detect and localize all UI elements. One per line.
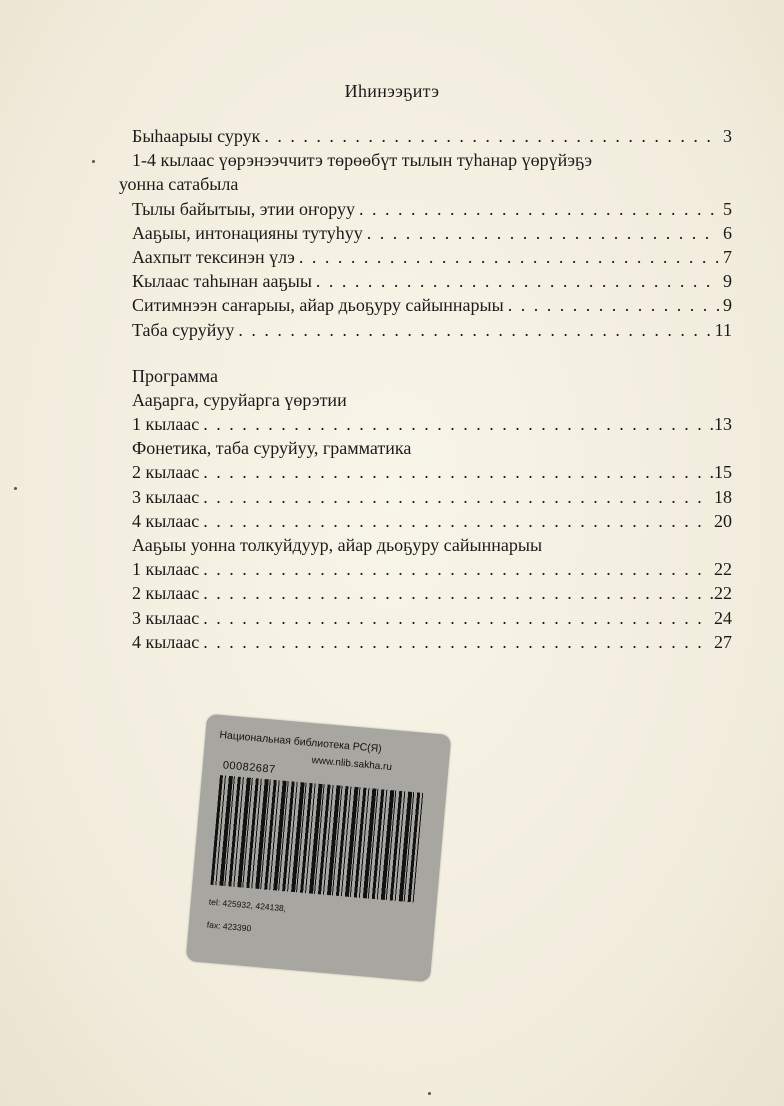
toc-entry-label: 3 кылаас [132, 607, 200, 628]
toc-entry-label: 4 кылаас [132, 631, 200, 652]
toc-entry-page: 9 [723, 271, 732, 292]
dot-leader [508, 293, 719, 317]
library-name: Национальная библиотека РС(Я) [218, 728, 383, 756]
toc-entry [132, 581, 732, 605]
toc-entry-page: 24 [714, 607, 732, 628]
toc-entry-page: 11 [714, 319, 732, 340]
toc-entry-heading-line1: 1-4 кылаас үөрэнээччитэ төрөөбүт тылын туһанар үөрүйэҕэ [132, 150, 592, 171]
toc-entry-page: 7 [723, 246, 732, 267]
toc-entry [132, 269, 732, 293]
dot-leader [367, 221, 719, 245]
barcode-icon [210, 775, 425, 903]
dot-leader [203, 581, 705, 605]
dot-leader [316, 269, 719, 293]
dot-leader [359, 197, 719, 221]
toc-entry [132, 460, 732, 484]
toc-entry-page: .22 [709, 583, 732, 604]
toc-entry-label: Кылаас таһынан ааҕыы [132, 271, 312, 292]
dot-leader [203, 557, 710, 581]
toc-entry-label: Таба суруйуу [132, 319, 235, 340]
toc-entry [132, 412, 732, 436]
toc-entry-heading-line2: уонна сатабыла [119, 174, 239, 195]
section-heading: Ааҕыы уонна толкуйдуур, айар дьоҕуру сайыннарыы [132, 535, 543, 555]
toc-entry-label: Ааҕыы, интонацияны тутуһуу [132, 222, 363, 243]
library-url: www.nlib.sakha.ru [311, 755, 393, 774]
toc-entry-page: 6 [723, 222, 732, 243]
toc-entry-page: .15 [709, 462, 732, 483]
dot-leader [203, 630, 710, 654]
toc-entry-label: Ситимнээн саҥарыы, айар дьоҕуру сайыннарыы [132, 295, 504, 316]
paper-speck [428, 1092, 431, 1095]
library-tel: tel: 425932, 424138, [208, 896, 287, 914]
toc-entry [132, 318, 732, 342]
toc-entry-page: 3 [723, 126, 732, 146]
toc-entry-label: 3 кылаас [132, 486, 200, 507]
dot-leader [203, 485, 710, 509]
toc-entry-page: 20 [714, 510, 732, 531]
section-heading: Фонетика, таба суруйуу, грамматика [132, 438, 412, 459]
section-heading: Ааҕарга, суруйарга үөрэтии [132, 389, 347, 410]
toc-entry-page: 22 [714, 559, 732, 580]
toc-entry-label: 2 кылаас [132, 462, 200, 483]
toc-entry-label: 1 кылаас [132, 414, 200, 435]
toc-entry [132, 485, 732, 509]
inventory-code: 00082687 [222, 759, 277, 776]
toc-entry-page: 27 [714, 631, 732, 652]
table-of-contents [119, 124, 732, 654]
dot-leader [203, 460, 705, 484]
toc-entry [132, 630, 732, 654]
dot-leader [264, 124, 719, 148]
toc-entry [132, 606, 732, 630]
toc-title: Иһинээҕитэ [344, 81, 440, 101]
toc-entry-page: 9 [723, 295, 732, 316]
dot-leader [203, 412, 705, 436]
toc-entry-label: Аахпыт тексинэн үлэ [132, 246, 295, 267]
toc-entry [132, 293, 732, 317]
toc-entry-label: 1 кылаас [132, 559, 200, 580]
toc-entry-label: Тылы байытыы, этии оҥоруу [132, 198, 356, 219]
library-fax: fax: 423390 [206, 919, 252, 934]
toc-entry-page: 5 [723, 198, 732, 219]
toc-entry-page: .13 [709, 414, 732, 435]
toc-entry-page: 18 [714, 486, 732, 507]
library-barcode-sticker [186, 714, 452, 982]
toc-entry [132, 557, 732, 581]
paper-speck [92, 160, 95, 163]
toc-entry [132, 221, 732, 245]
dot-leader [299, 245, 719, 269]
paper-speck [14, 487, 17, 490]
dot-leader [238, 318, 710, 342]
toc-entry [132, 197, 732, 221]
program-heading: Программа [132, 365, 219, 386]
dot-leader [203, 606, 710, 630]
toc-entry [132, 245, 732, 269]
dot-leader [203, 509, 710, 533]
toc-entry [132, 124, 732, 148]
toc-entry-label: 2 кылаас [132, 583, 200, 604]
toc-entry-label: 4 кылаас [132, 510, 200, 531]
toc-entry-label: Быһаарыы сурук [132, 126, 261, 146]
toc-entry [132, 509, 732, 533]
